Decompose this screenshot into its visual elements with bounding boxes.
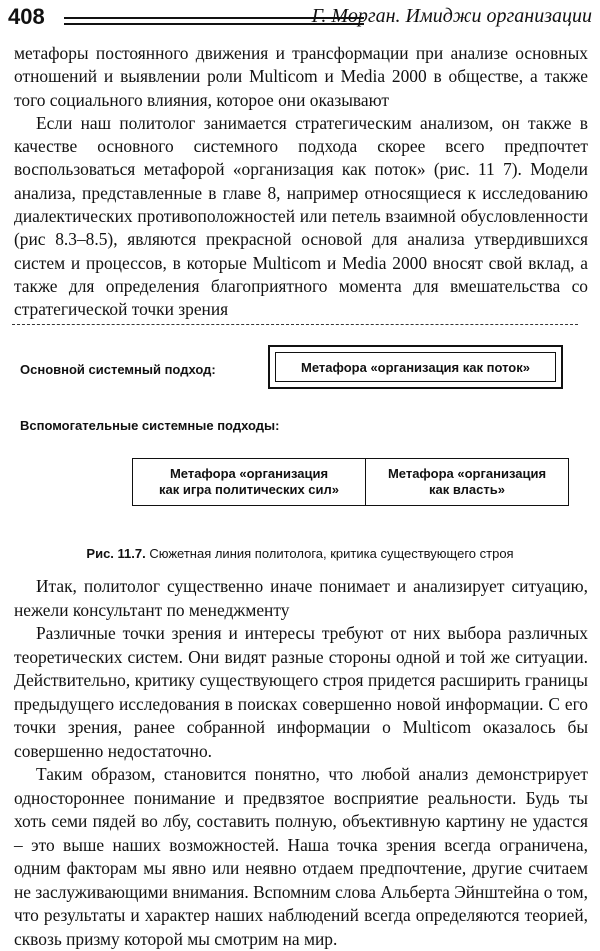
paragraph-1: метафоры постоянного движения и трансформации при анализе основных отношений и выявлении роли Multicom и Media 2000 в обществе, а также того социального влияния, которое они оказывают	[14, 43, 588, 110]
figure-11-7	[0, 318, 600, 568]
page-header	[6, 3, 594, 33]
aux-approaches-box	[132, 458, 569, 506]
aux-approach-politics	[133, 459, 366, 505]
aux-politics-line-1: Метафора «организация	[169, 466, 329, 481]
figure-top-rule	[12, 324, 578, 325]
main-approach-label: Основной системный подход:	[20, 362, 216, 377]
figure-caption-text: Сюжетная линия политолога, критика существующего строя	[149, 546, 514, 561]
main-approach-box	[268, 345, 563, 389]
aux-power-line-1: Метафора «организация	[387, 466, 547, 481]
aux-approaches-label: Вспомогательные системные подходы:	[20, 418, 280, 433]
main-approach-box-text: Метафора «организация как поток»	[275, 352, 556, 382]
paragraph-4: Различные точки зрения и интересы требуют от них выбора различных теоретических систем. Они видят разные стороны одной и той же ситуации. Действительно, критику существующего строя придется расширить границы предыдущего исследования в поисках совершенно новой информации. С его точки зрения, ранее собранной информации о Multicom оказалось бы совершенно недостаточно.	[14, 623, 588, 761]
page-number: 408	[8, 4, 45, 29]
figure-caption	[0, 546, 600, 561]
figure-caption-number: Рис. 11.7.	[86, 546, 146, 561]
paragraph-2: Если наш политолог занимается стратегическим анализом, он также в качестве основного системного подхода скорее всего предпочтет воспользоваться метафорой «организация как поток» (рис. 11 7). Модели анализа, представленные в главе 8, например относящиеся к исследованию диалектических противоположностей или петель взаимной обусловленности (рис 8.3–8.5), являются прекрасной основой для анализа утвердившихся систем и процессов, в которые Multicom и Media 2000 вносят свой вклад, а также для определения благоприятного момента для вмешательства со стратегической точки зрения	[14, 112, 588, 320]
aux-politics-line-2: как игра политических сил»	[158, 482, 339, 497]
paragraph-3: Итак, политолог существенно иначе понимает и анализирует ситуацию, нежели консультант по менеджменту	[14, 576, 588, 620]
running-title: Г. Морган. Имиджи организации	[311, 5, 592, 27]
aux-power-line-2: как власть»	[429, 482, 505, 497]
paragraph-5: Таким образом, становится понятно, что любой анализ демонстрирует одностороннее понимание и предвзятое восприятие реальности. Будь ты хоть семи пядей во лбу, составить полную, объективную картину не удастся – это выше наших возможностей. Наша точка зрения всегда ограничена, одним факторам мы явно или неявно отдаем предпочтение, другие считаем не заслуживающими внимания. Вспомним слова Альберта Эйнштейна о том, что результаты и характер наших наблюдений всегда определяются теорией, сквозь призму которой мы смотрим на мир.	[14, 764, 588, 949]
aux-approach-power	[366, 459, 568, 505]
top-text-block	[14, 42, 588, 322]
bottom-text-block	[14, 575, 588, 951]
